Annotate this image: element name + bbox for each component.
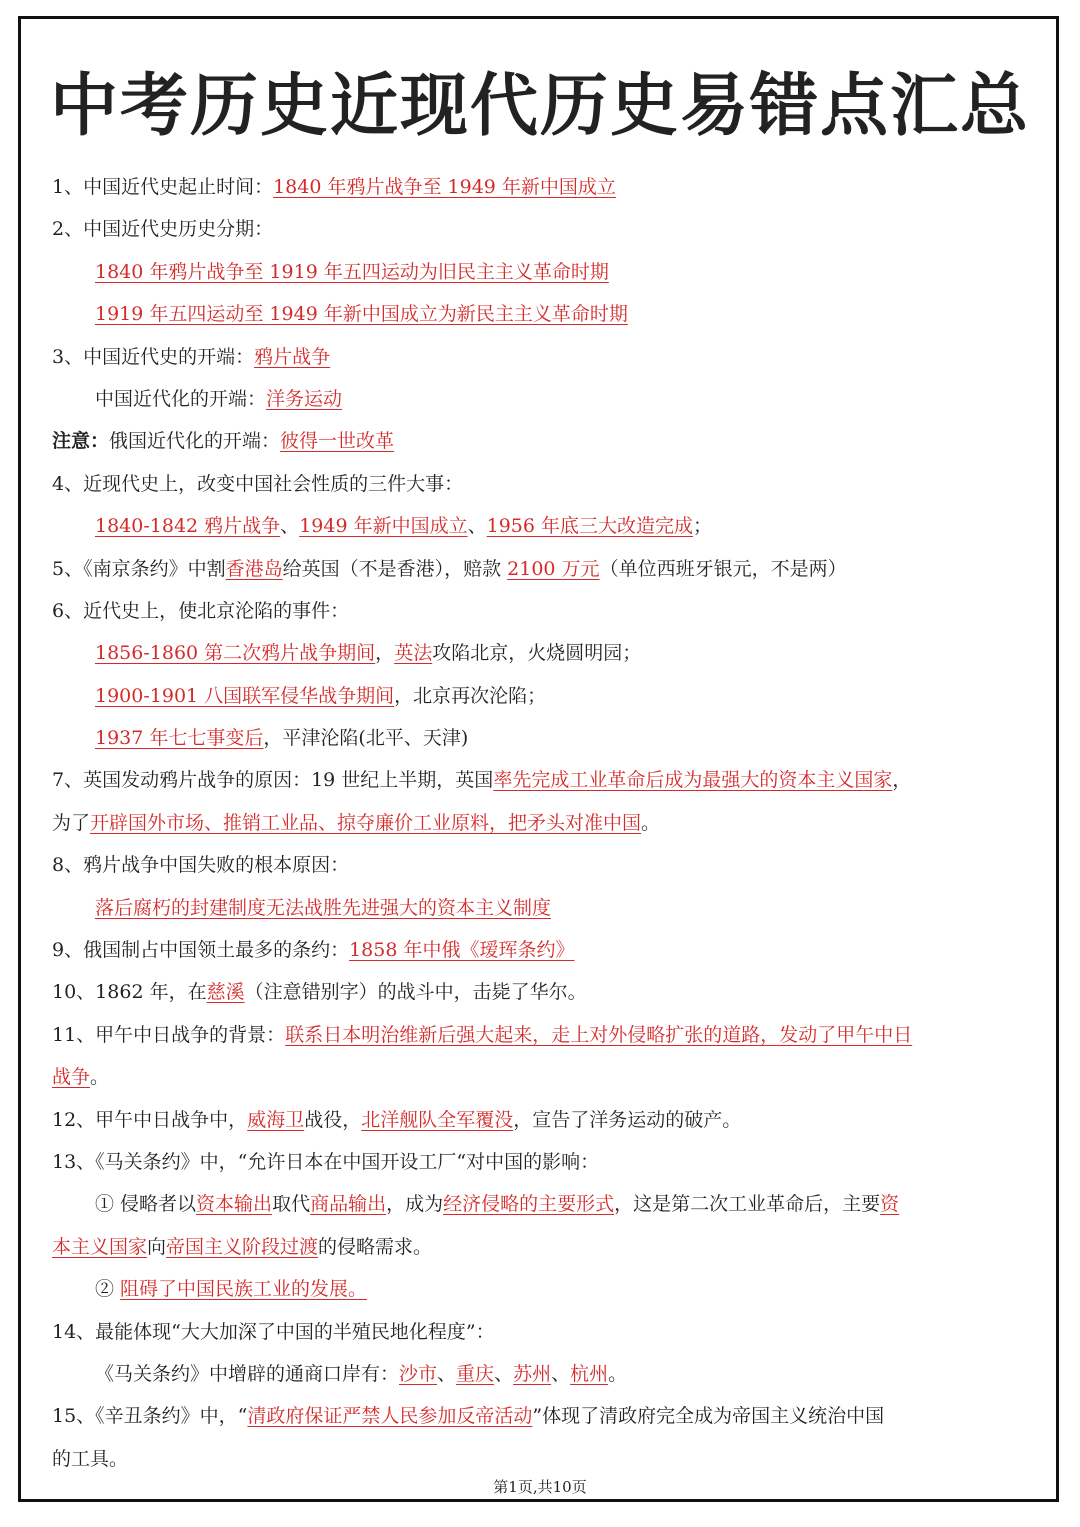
note-text: 的侵略需求。 (318, 1235, 433, 1258)
note-text: ① 侵略者以 (95, 1193, 197, 1216)
note-line-3 (52, 336, 1037, 378)
highlighted-answer: 1949 年新中国成立 (299, 515, 468, 538)
note-text: ， (375, 642, 395, 665)
note-line-13b (52, 1268, 1037, 1310)
note-line-12 (52, 1099, 1037, 1141)
highlighted-answer: 阻碍了中国民族工业的发展。 (120, 1278, 368, 1301)
highlighted-answer: 沙市 (399, 1362, 438, 1385)
note-line-6c (52, 717, 1037, 759)
note-line-8 (52, 844, 1037, 886)
note-text: 、 (467, 515, 487, 538)
highlighted-answer: 1840-1842 鸦片战争 (95, 515, 281, 538)
highlighted-answer: 北洋舰队全军覆没 (361, 1108, 514, 1131)
note-text: 、 (280, 515, 300, 538)
highlighted-answer: 1956 年底三大改造完成 (486, 515, 694, 538)
note-line-4a (52, 505, 1037, 547)
note-text: ② (95, 1278, 121, 1301)
highlighted-answer: 经济侵略的主要形式 (443, 1193, 615, 1216)
note-text: 、 (551, 1362, 571, 1385)
note-line-15 (52, 1395, 1037, 1437)
note-text: 。 (608, 1362, 628, 1385)
highlighted-answer: 威海卫 (247, 1108, 305, 1131)
highlighted-answer: 1919 年五四运动至 1949 年新中国成立为新民主主义革命时期 (95, 303, 628, 326)
note-text: ，宣告了洋务运动的破产。 (513, 1108, 742, 1131)
note-line-9 (52, 929, 1037, 971)
note-line-6a (52, 632, 1037, 674)
highlighted-answer: 1840 年鸦片战争至 1919 年五四运动为旧民主主义革命时期 (95, 260, 609, 283)
note-line-14 (52, 1311, 1037, 1353)
page-footer: 第1页,共10页 (493, 1478, 587, 1496)
note-text: ； (693, 515, 713, 538)
highlighted-answer: 苏州 (513, 1362, 552, 1385)
page-title: 中考历史近现代历史易错点汇总 (49, 67, 1030, 146)
highlighted-answer: 1856-1860 第二次鸦片战争期间 (95, 642, 376, 665)
note-text: 取代 (272, 1193, 311, 1216)
highlighted-answer: 资本输出 (196, 1193, 273, 1216)
note-text: ，这是第二次工业革命后，主要 (614, 1193, 881, 1216)
highlighted-answer: 资 (880, 1193, 900, 1216)
note-text: 12、甲午中日战争中， (52, 1108, 248, 1131)
note-text: 1、中国近代史起止时间： (52, 176, 274, 198)
highlighted-answer: 洋务运动 (266, 387, 343, 410)
note-text: 中国近代化的开端： (95, 387, 267, 410)
note-text: 、 (437, 1362, 457, 1385)
highlighted-answer: 杭州 (570, 1362, 609, 1385)
notes-content (52, 166, 1037, 1480)
note-text: 。 (641, 811, 661, 834)
note-line-2 (52, 208, 1037, 250)
highlighted-answer: 联系日本明治维新后强大起来，走上对外侵略扩张的道路，发动了甲午中日 (285, 1023, 913, 1046)
note-text: 给英国（不是香港），赔款 (282, 557, 508, 580)
highlighted-answer: 1840 年鸦片战争至 1949 年新中国成立 (273, 176, 616, 198)
note-text: 5、《南京条约》中割 (52, 557, 226, 580)
highlighted-answer: 商品输出 (310, 1193, 387, 1216)
highlighted-answer: 本主义国家 (52, 1235, 148, 1258)
highlighted-answer: 重庆 (456, 1362, 495, 1385)
note-line-7-cont (52, 802, 1037, 844)
note-text: 《马关条约》中增辟的通商口岸有： (95, 1362, 400, 1385)
highlighted-answer: 1858 年中俄《瑷珲条约》 (349, 939, 575, 962)
note-line-5 (52, 548, 1037, 590)
note-text: 7、英国发动鸦片战争的原因：19 世纪上半期，英国 (52, 769, 494, 792)
note-line-8a (52, 887, 1037, 929)
highlighted-answer: 战争 (52, 1066, 91, 1089)
note-label: 注意： (52, 430, 110, 453)
note-text: 13、《马关条约》中，“允许日本在中国开设工厂“对中国的影响： (52, 1150, 600, 1173)
note-text: 11、甲午中日战争的背景： (52, 1023, 286, 1046)
note-text: 。 (90, 1066, 110, 1089)
note-line-15-cont (52, 1438, 1037, 1480)
highlighted-answer: 率先完成工业革命后成为最强大的资本主义国家 (493, 769, 893, 792)
note-text: 向 (147, 1235, 167, 1258)
note-line-3a (52, 378, 1037, 420)
note-line-3-attention (52, 420, 1037, 462)
note-text: 9、俄国制占中国领土最多的条约： (52, 939, 350, 962)
note-line-11 (52, 1014, 1037, 1056)
highlighted-answer: 清政府保证严禁人民参加反帝活动 (247, 1405, 533, 1428)
note-text: 14、最能体现“大大加深了中国的半殖民地化程度”： (52, 1320, 495, 1343)
note-text: 15、《辛丑条约》中，“ (52, 1405, 248, 1428)
note-line-2b (52, 293, 1037, 335)
note-line-6b (52, 675, 1037, 717)
note-text: ”体现了清政府完全成为帝国主义统治中国 (532, 1405, 885, 1428)
note-text: ，平津沦陷(北平、天津) (263, 727, 469, 750)
note-text: 为了 (52, 811, 91, 834)
note-text: ，北京再次沦陷； (394, 684, 547, 707)
note-text: 俄国近代化的开端： (109, 430, 281, 453)
note-text: 4、近现代史上，改变中国社会性质的三件大事： (52, 472, 464, 495)
note-line-4 (52, 463, 1037, 505)
note-text: 2、中国近代史历史分期： (52, 218, 274, 241)
note-line-14a (52, 1353, 1037, 1395)
note-text: 攻陷北京，火烧圆明园； (432, 642, 642, 665)
note-line-13 (52, 1141, 1037, 1183)
note-line-7 (52, 759, 1037, 801)
highlighted-answer: 开辟国外市场、推销工业品、掠夺廉价工业原料，把矛头对准中国 (90, 811, 642, 834)
note-line-1 (52, 166, 1037, 208)
note-line-2a (52, 251, 1037, 293)
note-text: 8、鸦片战争中国失败的根本原因： (52, 854, 350, 877)
highlighted-answer: 1900-1901 八国联军侵华战争期间 (95, 684, 395, 707)
note-text: 3、中国近代史的开端： (52, 345, 255, 368)
highlighted-answer: 慈溪 (206, 981, 245, 1004)
note-text: ， (892, 769, 912, 792)
highlighted-answer: 落后腐朽的封建制度无法战胜先进强大的资本主义制度 (95, 896, 552, 919)
note-line-6 (52, 590, 1037, 632)
note-text: 的工具。 (52, 1447, 129, 1470)
note-text: 战役， (304, 1108, 362, 1131)
note-text: 10、1862 年，在 (52, 981, 207, 1004)
highlighted-answer: 香港岛 (225, 557, 283, 580)
note-line-13a (52, 1183, 1037, 1225)
note-text: 、 (494, 1362, 514, 1385)
highlighted-answer: 鸦片战争 (254, 345, 331, 368)
highlighted-answer: 1937 年七七事变后 (95, 727, 264, 750)
note-text: （单位西班牙银元，不是两） (599, 557, 847, 580)
note-text: （注意错别字）的战斗中，击毙了华尔。 (244, 981, 587, 1004)
note-line-13a-cont (52, 1226, 1037, 1268)
highlighted-answer: 彼得一世改革 (280, 430, 395, 453)
note-text: ，成为 (386, 1193, 444, 1216)
note-text: 6、近代史上，使北京沦陷的事件： (52, 599, 350, 622)
highlighted-answer: 帝国主义阶段过渡 (166, 1235, 319, 1258)
note-line-11-cont (52, 1056, 1037, 1098)
highlighted-answer: 英法 (394, 642, 433, 665)
highlighted-answer: 2100 万元 (507, 557, 600, 580)
note-line-10 (52, 971, 1037, 1013)
